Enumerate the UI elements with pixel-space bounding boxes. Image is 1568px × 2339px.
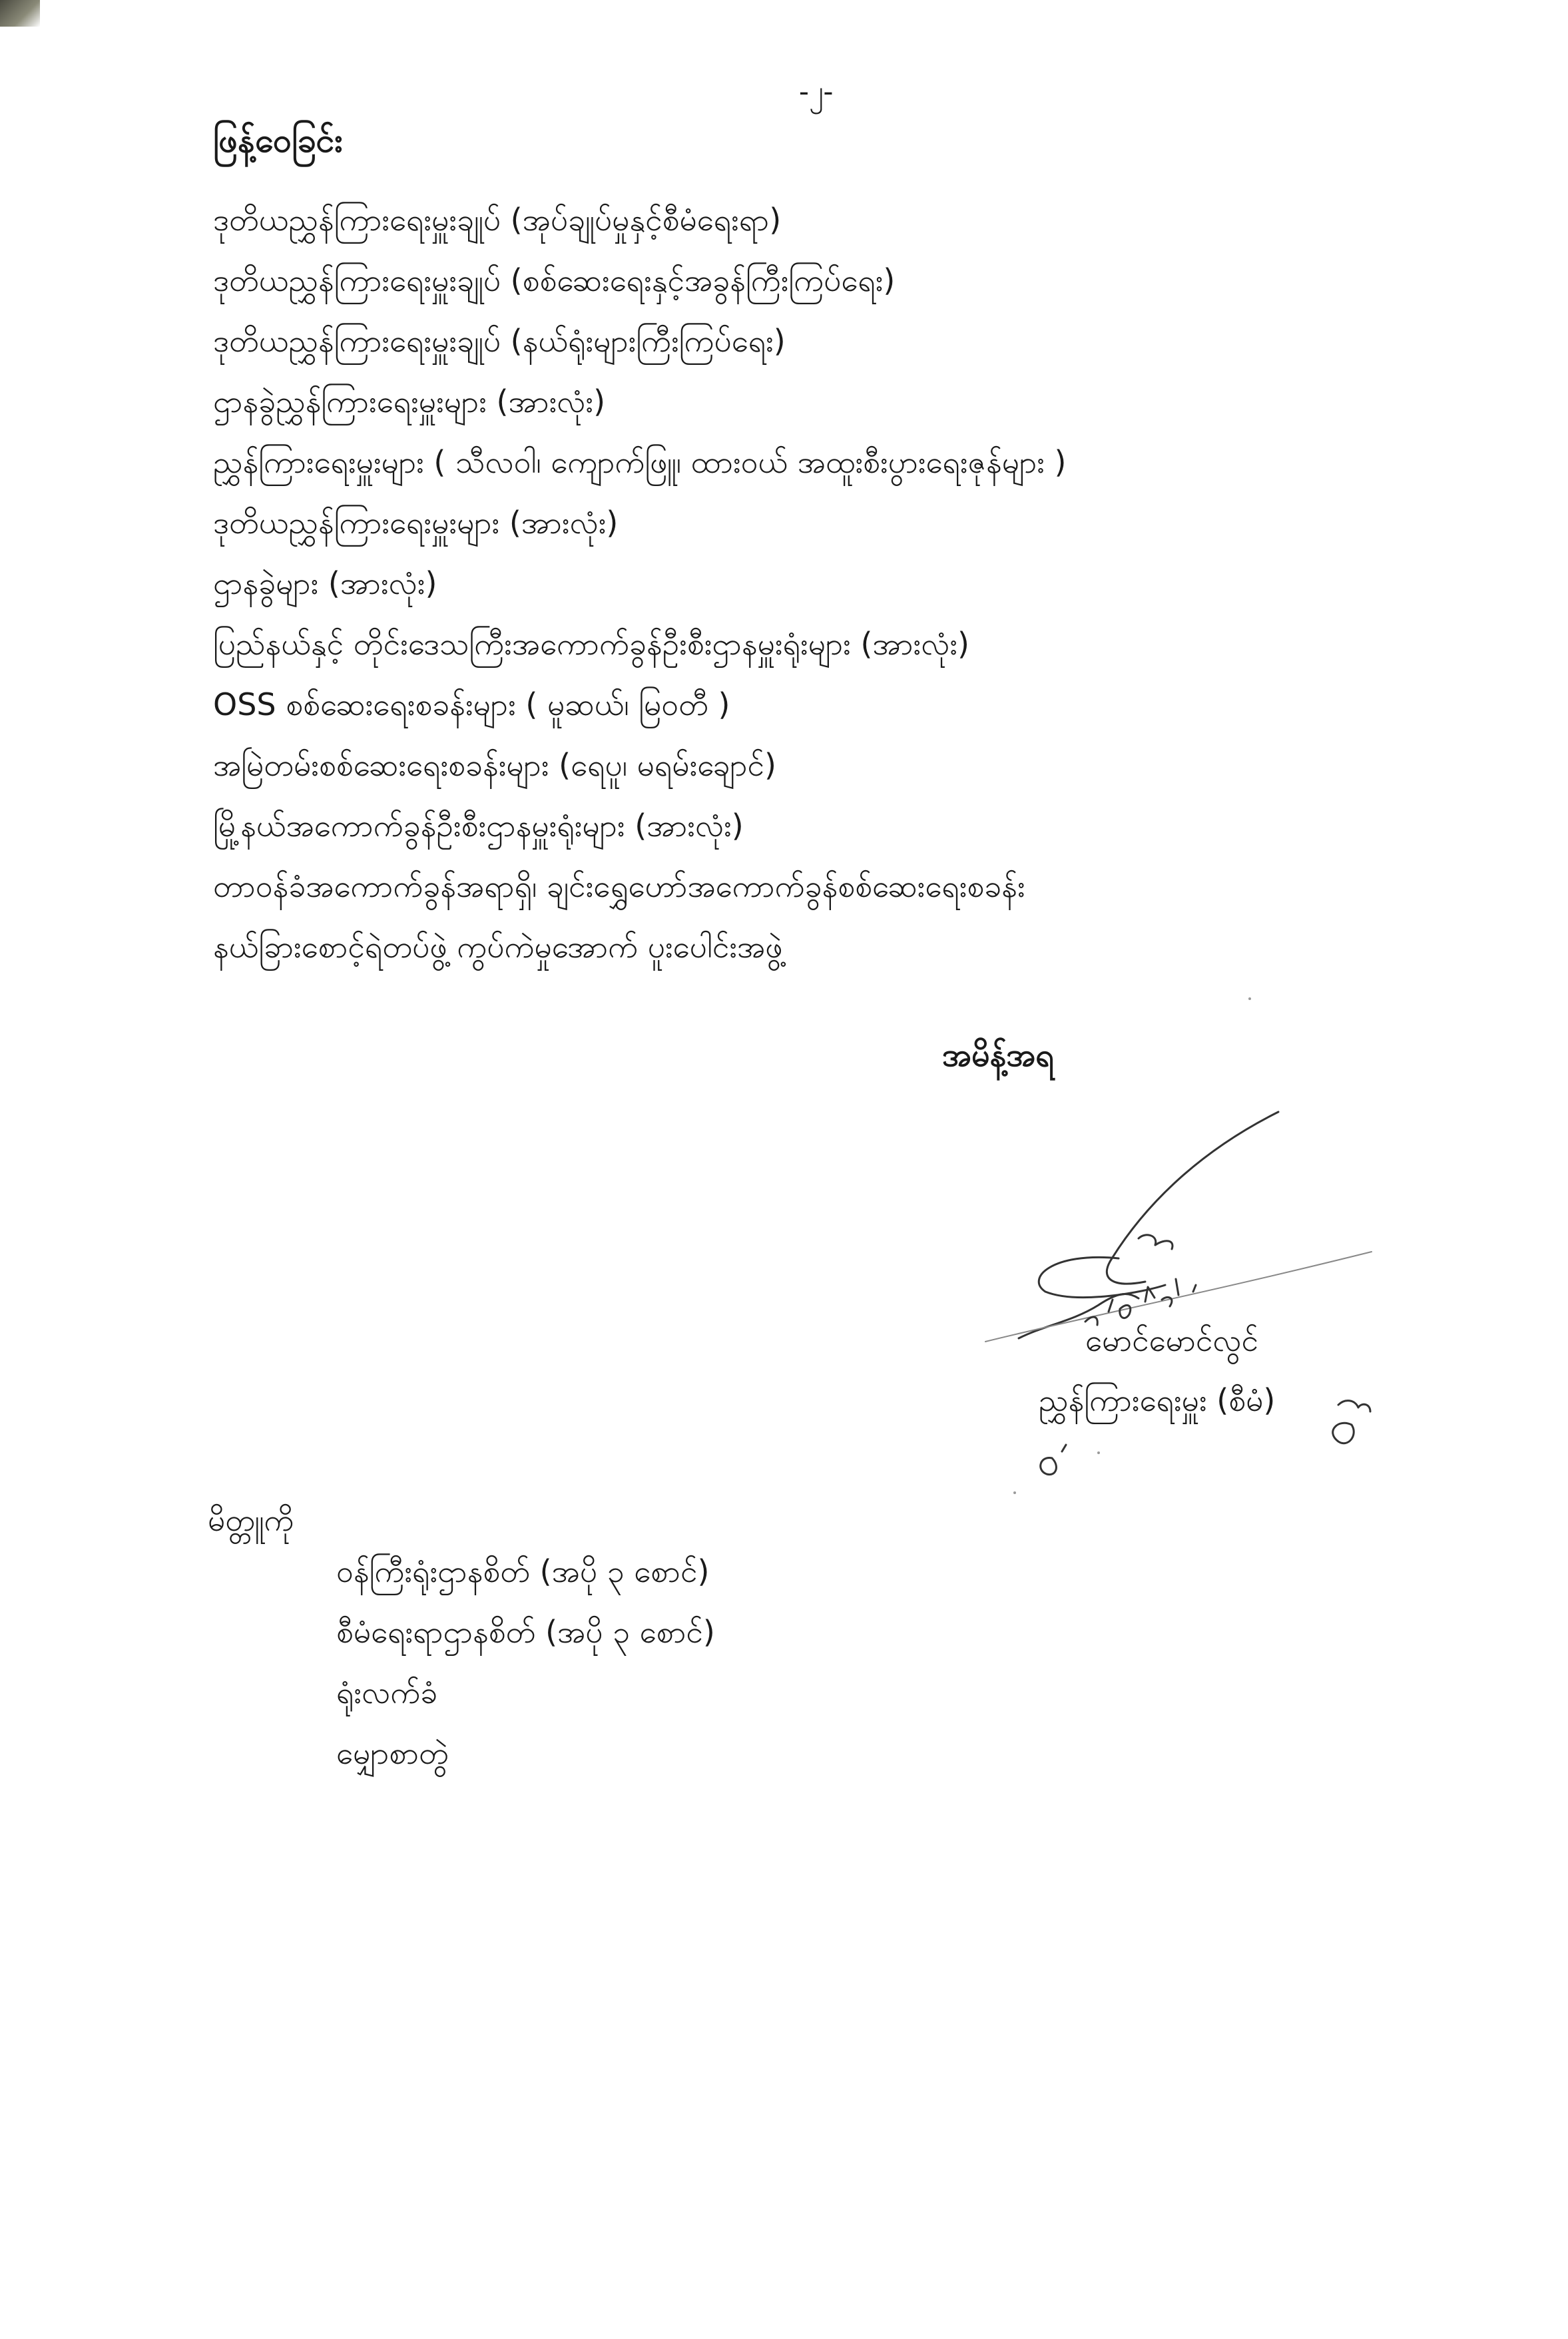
distribution-item: ညွှန်ကြားရေးမှူးများ ( သီလဝါ၊ ကျောက်ဖြူ၊ ထားဝယ် အထူးစီးပွားရေးဇုန်များ ) [213,444,1067,480]
distribution-item: ဒုတိယညွှန်ကြားရေးမှူးများ (အားလုံး) [213,505,619,541]
copy-item: ဝန်ကြီးရုံးဌာနစိတ် (အပို ၃ စောင်) [336,1553,710,1589]
copy-item: စီမံရေးရာဌာနစိတ် (အပို ၃ စောင်) [336,1614,715,1650]
copy-item: မျှောစာတွဲ [336,1735,449,1771]
distribution-item: ဒုတိယညွှန်ကြားရေးမှူးချုပ် (အုပ်ချုပ်မှုနှင့်စီမံရေးရာ) [213,202,782,238]
scan-speck [1013,1491,1016,1494]
distribution-item: အမြဲတမ်းစစ်ဆေးရေးစခန်းများ (ရေပူ၊ မရမ်းချောင်) [213,747,776,783]
copy-to-label: မိတ္တူကို [208,1502,294,1538]
signer-title: ညွှန်ကြားရေးမှူး (စီမံ) [1039,1382,1276,1418]
copy-item: ရုံးလက်ခံ [336,1675,438,1710]
distribution-item: တာဝန်ခံအကောက်ခွန်အရာရှိ၊ ချင်းရွှေဟော်အကောက်ခွန်စစ်ဆေးရေးစခန်း [213,868,1025,904]
distribution-item: ဌာနခွဲများ (အားလုံး) [213,565,437,601]
signer-name: မောင်မောင်လွင် [1085,1322,1259,1358]
distribution-item: OSS စစ်ဆေးရေးစခန်းများ ( မူဆယ်၊ မြဝတီ ) [213,686,730,722]
distribution-item: ဒုတိယညွှန်ကြားရေးမှူးချုပ် (နယ်ရုံးများကြီးကြပ်ရေး) [213,323,786,359]
by-order-label: အမိန့်အရ [942,1037,1054,1074]
distribution-heading: ဖြန့်ဝေခြင်း [213,121,344,160]
page-number: -၂- [799,75,834,109]
copy-list [336,1548,715,1790]
distribution-item: မြို့နယ်အကောက်ခွန်ဦးစီးဌာနမှူးရုံးများ (အားလုံး) [213,808,744,844]
distribution-item: ပြည်နယ်နှင့် တိုင်းဒေသကြီးအကောက်ခွန်ဦးစီးဌာနမှူးရုံးများ (အားလုံး) [213,626,969,662]
distribution-list [213,196,1445,984]
distribution-item: ဒုတိယညွှန်ကြားရေးမှူးချုပ် (စစ်ဆေးရေးနှင့်အခွန်ကြီးကြပ်ရေး) [213,262,896,298]
scan-corner-shadow [0,0,40,27]
distribution-item: နယ်ခြားစောင့်ရဲတပ်ဖွဲ့ ကွပ်ကဲမှုအောက် ပူးပေါင်းအဖွဲ့ [213,929,783,965]
distribution-item: ဌာနခွဲညွှန်ကြားရေးမှူးများ (အားလုံး) [213,384,606,419]
scan-speck [1097,1451,1100,1454]
scan-speck [1248,997,1251,1000]
